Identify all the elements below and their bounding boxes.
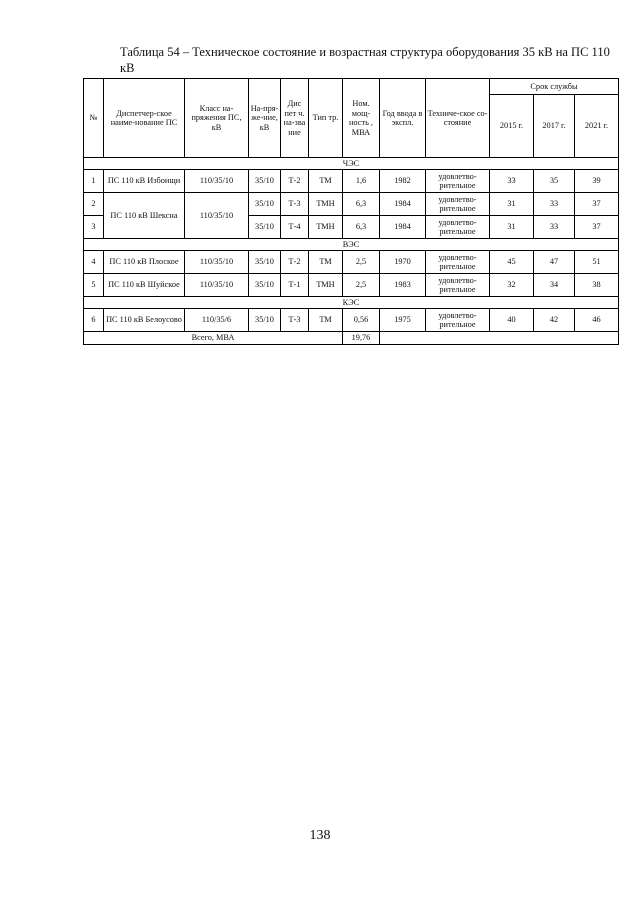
equipment-table <box>83 78 619 345</box>
transformer-type: ТМ <box>309 251 343 274</box>
transformer-type: ТМН <box>309 193 343 216</box>
technical-state: удовлетво-рительное <box>426 170 490 193</box>
header-voltage-class: Класс на-пряжения ПС, кВ <box>185 79 249 158</box>
dispatch-name: Т-2 <box>281 251 309 274</box>
rated-power: 2,5 <box>343 251 380 274</box>
total-label: Всего, МВА <box>84 332 343 345</box>
voltage-class: 110/35/10 <box>185 274 249 297</box>
rated-power: 0,56 <box>343 309 380 332</box>
commissioning-year: 1982 <box>380 170 426 193</box>
section-ves: ВЭС <box>84 239 619 251</box>
technical-state: удовлетво-рительное <box>426 274 490 297</box>
header-year-2015: 2015 г. <box>490 95 534 158</box>
service-2021: 37 <box>575 193 619 216</box>
section-row <box>84 297 619 309</box>
service-2021: 46 <box>575 309 619 332</box>
header-service-life: Срок службы <box>490 79 619 95</box>
dispatch-name: Т-4 <box>281 216 309 239</box>
service-2017: 33 <box>534 193 575 216</box>
voltage-class: 110/35/10 <box>185 193 249 239</box>
table-row <box>84 274 619 297</box>
technical-state: удовлетво-рительное <box>426 216 490 239</box>
table-row <box>84 251 619 274</box>
voltage-class: 110/35/6 <box>185 309 249 332</box>
header-row-1 <box>84 79 619 95</box>
service-2015: 32 <box>490 274 534 297</box>
header-number: № <box>84 79 104 158</box>
total-value: 19,76 <box>343 332 380 345</box>
table-row <box>84 170 619 193</box>
header-name: Диспетчер-ское наиме-нование ПС <box>104 79 185 158</box>
row-number: 1 <box>84 170 104 193</box>
section-row <box>84 158 619 170</box>
section-row <box>84 239 619 251</box>
technical-state: удовлетво-рительное <box>426 309 490 332</box>
header-rated-power: Ном. мощ-ность , МВА <box>343 79 380 158</box>
substation-name: ПС 110 кВ Шуйское <box>104 274 185 297</box>
commissioning-year: 1984 <box>380 216 426 239</box>
page-number: 138 <box>309 828 331 843</box>
header-year-2017: 2017 г. <box>534 95 575 158</box>
service-2015: 45 <box>490 251 534 274</box>
rated-power: 1,6 <box>343 170 380 193</box>
service-2017: 34 <box>534 274 575 297</box>
section-ches: ЧЭС <box>84 158 619 170</box>
voltage-class: 110/35/10 <box>185 251 249 274</box>
header-dispatch-name: Дис пет ч. на-зва ние <box>281 79 309 158</box>
header-technical-state: Техниче-ское со-стояние <box>426 79 490 158</box>
substation-name: ПС 110 кВ Избоищи <box>104 170 185 193</box>
row-number: 4 <box>84 251 104 274</box>
table-caption: Таблица 54 – Техническое состояние и возрастная структура оборудования 35 кВ на ПС 110 кВ <box>120 45 610 75</box>
dispatch-name: Т-3 <box>281 309 309 332</box>
section-kes: КЭС <box>84 297 619 309</box>
dispatch-name: Т-1 <box>281 274 309 297</box>
rated-power: 6,3 <box>343 193 380 216</box>
substation-name: ПС 110 кВ Белоусово <box>104 309 185 332</box>
transformer-type: ТМ <box>309 170 343 193</box>
header-voltage: На-пря-же-ние, кВ <box>249 79 281 158</box>
service-2017: 33 <box>534 216 575 239</box>
service-2021: 51 <box>575 251 619 274</box>
service-2015: 40 <box>490 309 534 332</box>
voltage: 35/10 <box>249 251 281 274</box>
transformer-type: ТМН <box>309 216 343 239</box>
service-2015: 31 <box>490 193 534 216</box>
rated-power: 6,3 <box>343 216 380 239</box>
technical-state: удовлетво-рительное <box>426 193 490 216</box>
commissioning-year: 1970 <box>380 251 426 274</box>
row-number: 3 <box>84 216 104 239</box>
transformer-type: ТМН <box>309 274 343 297</box>
voltage: 35/10 <box>249 216 281 239</box>
header-transformer-type: Тип тр. <box>309 79 343 158</box>
header-year-2021: 2021 г. <box>575 95 619 158</box>
service-2015: 33 <box>490 170 534 193</box>
service-2017: 42 <box>534 309 575 332</box>
service-2021: 39 <box>575 170 619 193</box>
voltage: 35/10 <box>249 193 281 216</box>
dispatch-name: Т-2 <box>281 170 309 193</box>
service-2015: 31 <box>490 216 534 239</box>
dispatch-name: Т-3 <box>281 193 309 216</box>
service-2017: 35 <box>534 170 575 193</box>
table-row <box>84 309 619 332</box>
service-2017: 47 <box>534 251 575 274</box>
substation-name: ПС 110 кВ Шексна <box>104 193 185 239</box>
voltage: 35/10 <box>249 309 281 332</box>
transformer-type: ТМ <box>309 309 343 332</box>
commissioning-year: 1975 <box>380 309 426 332</box>
technical-state: удовлетво-рительное <box>426 251 490 274</box>
row-number: 2 <box>84 193 104 216</box>
substation-name: ПС 110 кВ Плоское <box>104 251 185 274</box>
total-row <box>84 332 619 345</box>
service-2021: 38 <box>575 274 619 297</box>
rated-power: 2,5 <box>343 274 380 297</box>
commissioning-year: 1983 <box>380 274 426 297</box>
voltage: 35/10 <box>249 274 281 297</box>
total-empty <box>380 332 619 345</box>
header-commissioning-year: Год ввода в экспл. <box>380 79 426 158</box>
table-row <box>84 193 619 216</box>
row-number: 6 <box>84 309 104 332</box>
voltage: 35/10 <box>249 170 281 193</box>
service-2021: 37 <box>575 216 619 239</box>
voltage-class: 110/35/10 <box>185 170 249 193</box>
commissioning-year: 1984 <box>380 193 426 216</box>
row-number: 5 <box>84 274 104 297</box>
